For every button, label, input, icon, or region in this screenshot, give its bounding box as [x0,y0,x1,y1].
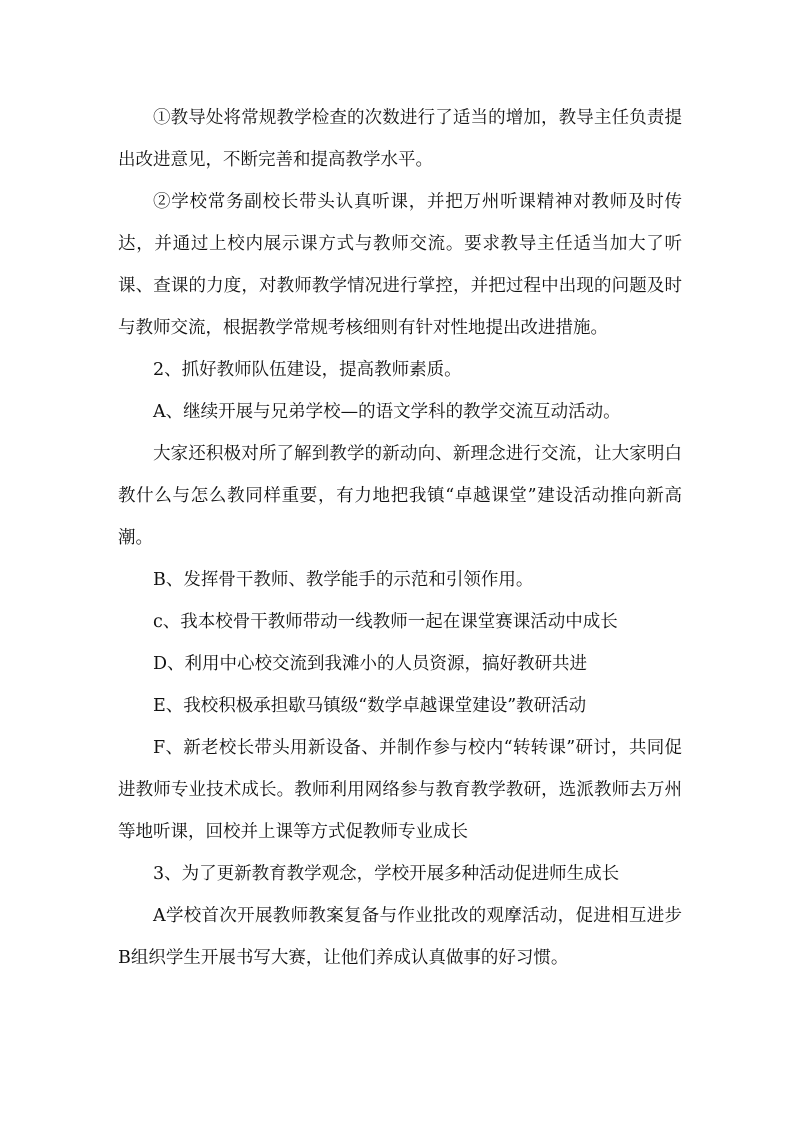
paragraph-lecture-listening: ②学校常务副校长带头认真听课，并把万州听课精神对教师及时传达，并通过上校内展示课方式与教师交流。要求教导主任适当加大了听课、查课的力度，对教师教学情况进行掌控，并把过程中出现的问题及时与教师交流，根据教学常规考核细则有针对性地提出改进措施。 [118,192,682,338]
paragraph-item-d: D、利用中心校交流到我滩小的人员资源，搞好教研共进 [153,654,588,674]
paragraph-item-c: c、我本校骨干教师带动一线教师一起在课堂赛课活动中成长 [153,612,618,632]
paragraph-activities-heading: 3、为了更新教育教学观念，学校开展多种活动促进师生成长 [153,864,620,884]
paragraph-item-b: B、发挥骨干教师、教学能手的示范和引领作用。 [153,570,534,590]
paragraph-item-e: E、我校积极承担歇马镇级“数学卓越课堂建设”教研活动 [153,696,587,716]
paragraph-activities-detail: A学校首次开展教师教案复备与作业批改的观摩活动，促进相互进步B组织学生开展书写大赛，让他们养成认真做事的好习惯。 [118,906,682,968]
paragraph-item-f: F、新老校长带头用新设备、并制作参与校内“转转课”研讨，共同促进教师专业技术成长。教师利用网络参与教育教学教研，选派教师去万州等地听课，回校并上课等方式促教师专业成长 [118,738,682,842]
paragraph-item-a: A、继续开展与兄弟学校—的语文学科的教学交流互动活动。 [153,402,621,422]
paragraph-inspection: ①教导处将常规教学检查的次数进行了适当的增加，教导主任负责提出改进意见，不断完善和提高教学水平。 [118,108,682,170]
document-body [118,97,682,979]
paragraph-exchange: 大家还积极对所了解到教学的新动向、新理念进行交流，让大家明白教什么与怎么教同样重要，有力地把我镇“卓越课堂”建设活动推向新高潮。 [118,444,682,548]
paragraph-teacher-team-heading: 2、抓好教师队伍建设，提高教师素质。 [153,360,462,380]
